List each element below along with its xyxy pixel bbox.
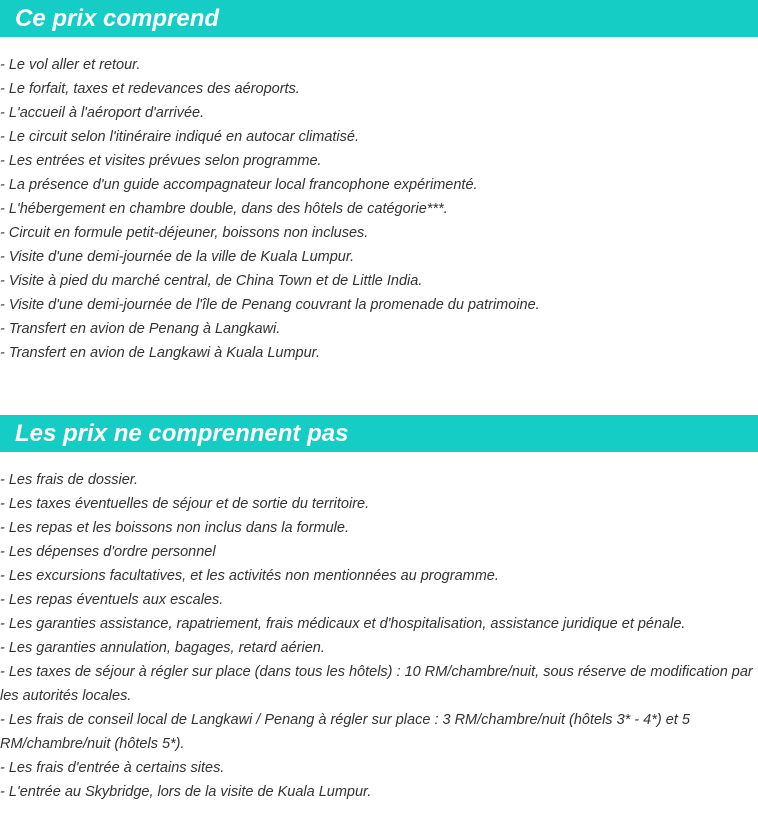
list-item: - Visite d'une demi-journée de l'île de Penang couvrant la promenade du patrimoine.: [0, 297, 540, 313]
section-excluded: [0, 415, 758, 804]
included-list: [0, 37, 758, 365]
list-item: - Le vol aller et retour.: [0, 57, 141, 73]
list-item: - Les repas et les boissons non inclus dans la formule.: [0, 520, 349, 536]
list-item: - Les taxes de séjour à régler sur place (dans tous les hôtels) : 10 RM/chambre/nuit, sous réserve de modification par les autorités locales.: [0, 664, 753, 704]
list-item: - Les frais d'entrée à certains sites.: [0, 760, 225, 776]
list-item: - L'accueil à l'aéroport d'arrivée.: [0, 105, 205, 121]
section-title-excluded: Les prix ne comprennent pas: [0, 415, 758, 452]
list-item: - Les excursions facultatives, et les activités non mentionnées au programme.: [0, 568, 499, 584]
list-item: - Visite à pied du marché central, de China Town et de Little India.: [0, 273, 423, 289]
list-item: - Visite d'une demi-journée de la ville de Kuala Lumpur.: [0, 249, 355, 265]
list-item: - Les frais de dossier.: [0, 472, 139, 488]
list-item: - Les garanties assistance, rapatriement, frais médicaux et d'hospitalisation, assistance juridique et pénale.: [0, 616, 686, 632]
list-item: - Les dépenses d'ordre personnel: [0, 544, 216, 560]
list-item: - La présence d'un guide accompagnateur local francophone expérimenté.: [0, 177, 478, 193]
list-item: - Le circuit selon l'itinéraire indiqué en autocar climatisé.: [0, 129, 359, 145]
excluded-list: [0, 452, 758, 804]
section-title-included: Ce prix comprend: [0, 0, 758, 37]
section-included: [0, 0, 758, 365]
list-item: - Transfert en avion de Penang à Langkawi.: [0, 321, 281, 337]
list-item: - Circuit en formule petit-déjeuner, boissons non incluses.: [0, 225, 369, 241]
list-item: - Les taxes éventuelles de séjour et de sortie du territoire.: [0, 496, 370, 512]
list-item: - L'entrée au Skybridge, lors de la visite de Kuala Lumpur.: [0, 784, 372, 800]
list-item: - Les frais de conseil local de Langkawi / Penang à régler sur place : 3 RM/chambre/nuit (hôtels 3* - 4*) et 5 RM/chambre/nuit (hôtels 5*).: [0, 712, 690, 752]
list-item: - Les garanties annulation, bagages, retard aérien.: [0, 640, 325, 656]
list-item: - Le forfait, taxes et redevances des aéroports.: [0, 81, 300, 97]
list-item: - Les entrées et visites prévues selon programme.: [0, 153, 322, 169]
list-item: - Transfert en avion de Langkawi à Kuala Lumpur.: [0, 345, 320, 361]
list-item: - Les repas éventuels aux escales.: [0, 592, 224, 608]
list-item: - L'hébergement en chambre double, dans des hôtels de catégorie***.: [0, 201, 448, 217]
